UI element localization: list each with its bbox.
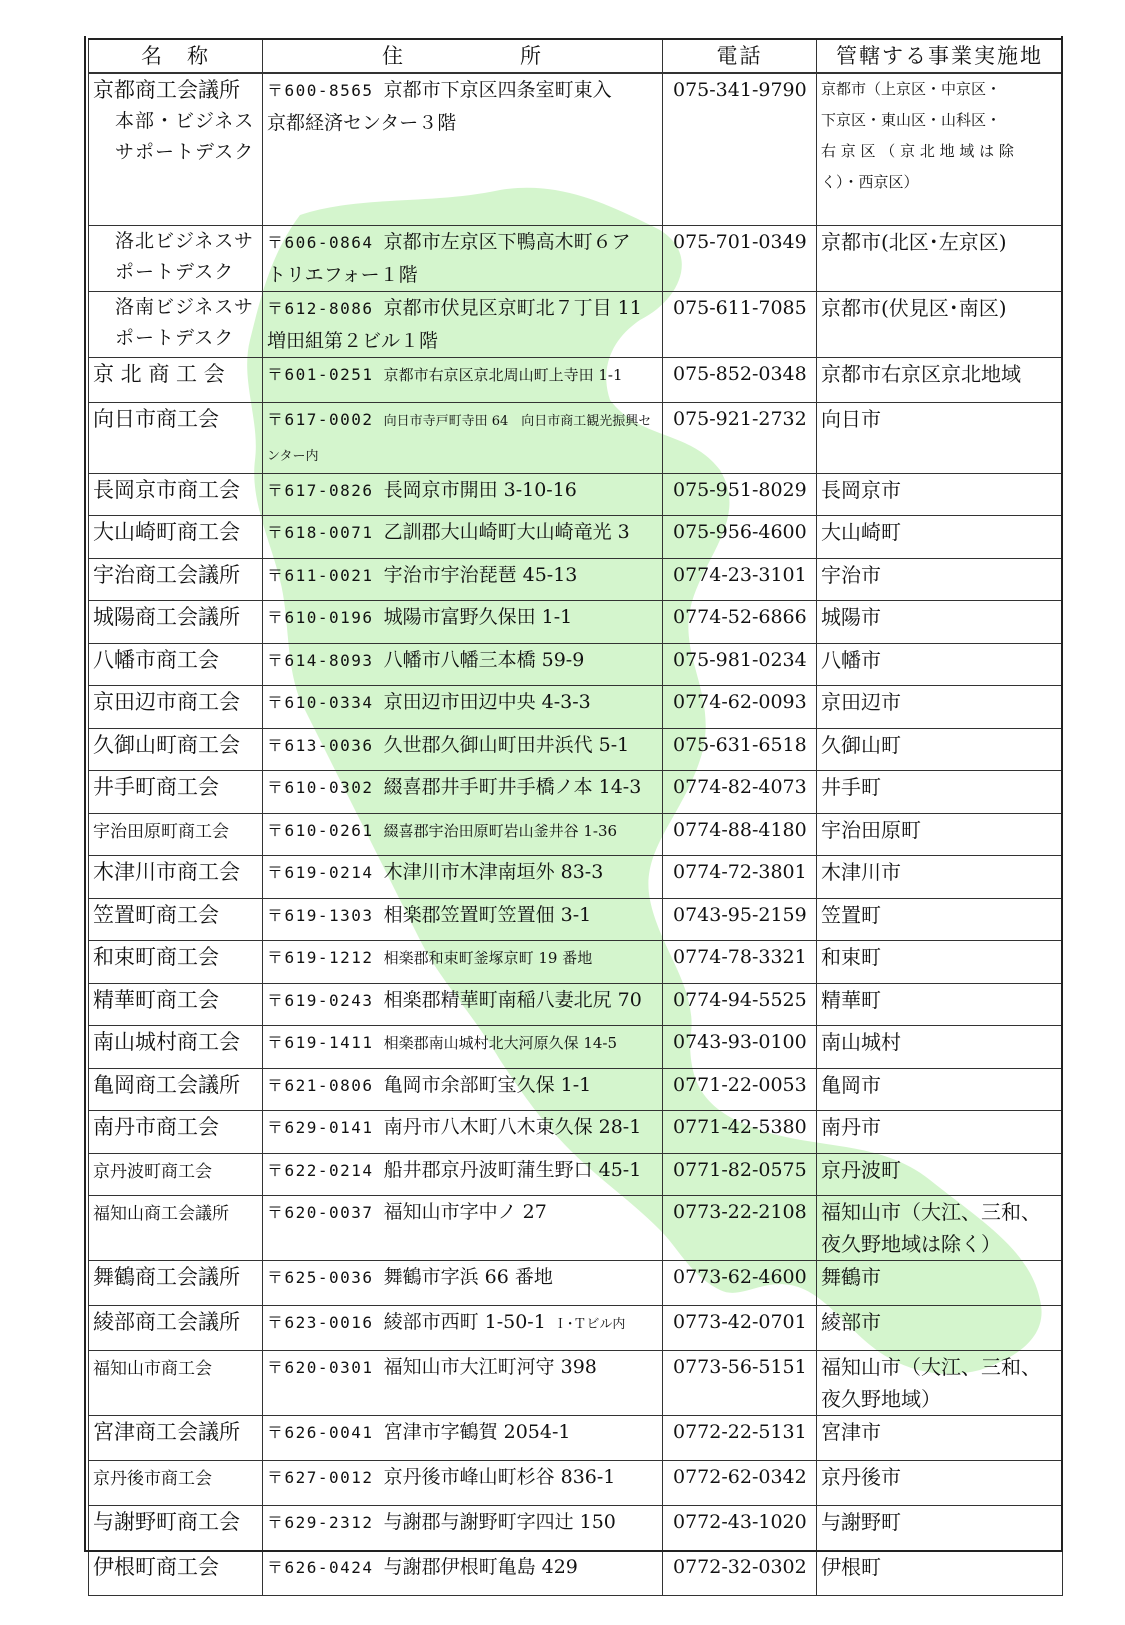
table-row xyxy=(89,898,1063,940)
phone-number: 0773-42-0701 xyxy=(663,1305,817,1350)
postal-code: 〒610-0261 xyxy=(267,820,374,840)
org-name-cell xyxy=(89,813,263,855)
address-text: 南丹市八木町八木東久保 28-1 xyxy=(383,1115,642,1138)
postal-code: 〒610-0302 xyxy=(267,777,374,797)
org-sub-name: ポートデスク xyxy=(115,260,235,283)
postal-code: 〒620-0037 xyxy=(267,1202,374,1222)
org-name: 京都商工会議所 xyxy=(93,78,240,102)
phone-number: 0774-23-3101 xyxy=(663,558,817,600)
address-text: 長岡京市開田 3-10-16 xyxy=(383,478,577,501)
address-text: 京都市左京区下鴨高木町６ア xyxy=(383,230,631,253)
phone-number: 0773-56-5151 xyxy=(663,1350,817,1415)
header-row xyxy=(89,39,1063,73)
org-name: 京丹後市商工会 xyxy=(93,1468,212,1489)
org-name: 与謝野町商工会 xyxy=(93,1509,240,1534)
address-text: 相楽郡南山城村北大河原久保 14-5 xyxy=(383,1033,618,1052)
jurisdiction-area: 井手町 xyxy=(817,770,1063,813)
address-text: 綾部市西町 1-50-1 xyxy=(383,1310,546,1333)
phone-number: 0773-62-4600 xyxy=(663,1260,817,1305)
address-cell xyxy=(263,643,663,685)
jurisdiction-line: 右 京 区 （ 京 北 地 域 は 除 xyxy=(821,142,1014,160)
phone-number: 075-341-9790 xyxy=(663,73,817,225)
postal-code: 〒627-0012 xyxy=(267,1467,374,1487)
jurisdiction-area: 京都市右京区京北地域 xyxy=(817,357,1063,402)
address-text: 京都市下京区四条室町東入 xyxy=(383,79,612,101)
org-name-cell xyxy=(89,1350,263,1415)
jurisdiction-area: 宇治市 xyxy=(817,558,1063,600)
org-name: 八幡市商工会 xyxy=(93,647,219,672)
address-text: 京田辺市田辺中央 4-3-3 xyxy=(383,690,591,713)
org-name: 木津川市商工会 xyxy=(93,859,240,884)
org-name: 久御山町商工会 xyxy=(93,732,240,757)
org-name: 城陽商工会議所 xyxy=(93,604,240,629)
jurisdiction-area: 伊根町 xyxy=(817,1550,1063,1595)
address-text: 京都市右京区京北周山町上寺田 1-1 xyxy=(383,365,623,384)
phone-number: 075-921-2732 xyxy=(663,402,817,473)
org-sub-name: ポートデスク xyxy=(115,326,235,349)
jurisdiction-area: 笠置町 xyxy=(817,898,1063,940)
address-text: 向日市寺戸町寺田 64 向日市商工観光振興センター内 xyxy=(267,413,652,464)
org-name-cell xyxy=(89,1195,263,1260)
postal-code: 〒623-0016 xyxy=(267,1312,374,1332)
address-cell xyxy=(263,940,663,983)
jurisdiction-line: く）・西京区） xyxy=(821,173,919,191)
phone-number: 0774-72-3801 xyxy=(663,855,817,898)
org-name: 向日市商工会 xyxy=(93,406,219,431)
jurisdiction-area: 舞鶴市 xyxy=(817,1260,1063,1305)
org-sub-name: 洛北ビジネスサ xyxy=(115,229,255,252)
table-row xyxy=(89,1550,1063,1595)
address-cell xyxy=(263,558,663,600)
org-name-cell xyxy=(89,1305,263,1350)
address-line-2: トリエフォー１階 xyxy=(267,263,418,286)
jurisdiction-area: 京都市(伏見区･南区) xyxy=(817,291,1063,357)
table-row xyxy=(89,813,1063,855)
table-row xyxy=(89,225,1063,291)
jurisdiction-line: 福知山市（大江、三和、 xyxy=(821,1199,1041,1224)
postal-code: 〒619-0214 xyxy=(267,862,374,882)
org-name: 精華町商工会 xyxy=(93,987,219,1012)
phone-number: 0774-62-0093 xyxy=(663,685,817,728)
org-name: 綾部商工会議所 xyxy=(93,1309,240,1334)
postal-code: 〒617-0826 xyxy=(267,480,374,500)
address-cell xyxy=(263,402,663,473)
org-name-cell xyxy=(89,685,263,728)
address-cell xyxy=(263,600,663,643)
jurisdiction-area: 京都市(北区･左京区) xyxy=(817,225,1063,291)
org-name-cell xyxy=(89,73,263,225)
postal-code: 〒600-8565 xyxy=(267,81,374,100)
address-cell xyxy=(263,855,663,898)
org-name-cell xyxy=(89,983,263,1025)
jurisdiction-area: 城陽市 xyxy=(817,600,1063,643)
postal-code: 〒601-0251 xyxy=(267,364,374,384)
table-row xyxy=(89,73,1063,225)
address-cell xyxy=(263,1068,663,1110)
org-name-cell xyxy=(89,1415,263,1460)
org-name: 京田辺市商工会 xyxy=(93,689,240,714)
postal-code: 〒619-1212 xyxy=(267,947,374,967)
org-name: 伊根町商工会 xyxy=(93,1554,219,1579)
postal-code: 〒614-8093 xyxy=(267,650,374,670)
header-name: 名 称 xyxy=(89,39,263,73)
table-row xyxy=(89,685,1063,728)
org-name-cell xyxy=(89,898,263,940)
org-name-cell xyxy=(89,1260,263,1305)
table-row xyxy=(89,402,1063,473)
phone-number: 0774-94-5525 xyxy=(663,983,817,1025)
address-text: 相楽郡和束町釜塚京町 19 番地 xyxy=(383,948,593,967)
org-name-cell xyxy=(89,1068,263,1110)
table-row xyxy=(89,643,1063,685)
table-row xyxy=(89,855,1063,898)
address-cell xyxy=(263,473,663,515)
address-cell xyxy=(263,515,663,558)
table-row xyxy=(89,473,1063,515)
org-name-cell xyxy=(89,225,263,291)
org-name: 南山城村商工会 xyxy=(93,1029,240,1054)
phone-number: 0773-22-2108 xyxy=(663,1195,817,1260)
table-body xyxy=(89,73,1063,1595)
address-cell xyxy=(263,770,663,813)
jurisdiction-line: 京都市（上京区・中京区・ xyxy=(821,80,1002,98)
address-cell xyxy=(263,685,663,728)
address-text: 与謝郡与謝野町字四辻 150 xyxy=(383,1510,616,1533)
jurisdiction-area xyxy=(817,1350,1063,1415)
jurisdiction-area: 綾部市 xyxy=(817,1305,1063,1350)
postal-code: 〒612-8086 xyxy=(267,298,374,318)
header-phone: 電話 xyxy=(663,39,817,73)
table-row xyxy=(89,770,1063,813)
table-row xyxy=(89,983,1063,1025)
postal-code: 〒617-0002 xyxy=(267,409,374,429)
org-name-cell xyxy=(89,600,263,643)
org-name-cell xyxy=(89,1550,263,1595)
postal-code: 〒619-1411 xyxy=(267,1032,374,1052)
address-text: 綴喜郡井手町井手橋ノ本 14-3 xyxy=(383,775,642,798)
jurisdiction-area: 木津川市 xyxy=(817,855,1063,898)
address-cell xyxy=(263,1505,663,1550)
org-name-cell xyxy=(89,770,263,813)
address-cell xyxy=(263,225,663,291)
address-cell xyxy=(263,1195,663,1260)
org-name: 亀岡商工会議所 xyxy=(93,1072,240,1097)
chamber-directory-table xyxy=(88,38,1063,1596)
phone-number: 0771-82-0575 xyxy=(663,1153,817,1195)
address-building: Ｉ･Ｔビル内 xyxy=(553,1316,626,1332)
org-name-cell xyxy=(89,357,263,402)
phone-number: 075-956-4600 xyxy=(663,515,817,558)
table-row xyxy=(89,1260,1063,1305)
org-name-cell xyxy=(89,855,263,898)
address-cell xyxy=(263,898,663,940)
address-cell xyxy=(263,1260,663,1305)
postal-code: 〒619-1303 xyxy=(267,905,374,925)
table-row xyxy=(89,1350,1063,1415)
table-row xyxy=(89,940,1063,983)
address-cell xyxy=(263,728,663,770)
jurisdiction-area: 久御山町 xyxy=(817,728,1063,770)
org-name: 宇治田原町商工会 xyxy=(93,821,229,842)
phone-number: 075-951-8029 xyxy=(663,473,817,515)
org-name-cell xyxy=(89,1110,263,1153)
org-name: 宮津商工会議所 xyxy=(93,1419,240,1444)
org-name: 福知山商工会議所 xyxy=(93,1203,229,1224)
table-row xyxy=(89,728,1063,770)
table-row xyxy=(89,1025,1063,1068)
jurisdiction-area xyxy=(817,1195,1063,1260)
org-name: 笠置町商工会 xyxy=(93,902,219,927)
table-row xyxy=(89,558,1063,600)
jurisdiction-area: 精華町 xyxy=(817,983,1063,1025)
org-name: 大山崎町商工会 xyxy=(93,519,240,544)
phone-number: 0772-43-1020 xyxy=(663,1505,817,1550)
postal-code: 〒629-2312 xyxy=(267,1512,374,1532)
org-name: 京丹波町商工会 xyxy=(93,1161,212,1182)
phone-number: 0774-52-6866 xyxy=(663,600,817,643)
address-cell xyxy=(263,1550,663,1595)
postal-code: 〒613-0036 xyxy=(267,735,374,755)
phone-number: 0743-95-2159 xyxy=(663,898,817,940)
table-row xyxy=(89,1460,1063,1505)
postal-code: 〒610-0334 xyxy=(267,692,374,712)
address-text: 木津川市木津南垣外 83-3 xyxy=(383,860,604,883)
address-text: 舞鶴市字浜 66 番地 xyxy=(383,1265,553,1288)
table-row xyxy=(89,1305,1063,1350)
org-name: 和束町商工会 xyxy=(93,944,219,969)
phone-number: 0772-32-0302 xyxy=(663,1550,817,1595)
phone-number: 075-852-0348 xyxy=(663,357,817,402)
address-cell xyxy=(263,1110,663,1153)
address-text: 乙訓郡大山崎町大山崎竜光 3 xyxy=(383,520,630,543)
jurisdiction-area: 長岡京市 xyxy=(817,473,1063,515)
address-cell xyxy=(263,1350,663,1415)
phone-number: 0743-93-0100 xyxy=(663,1025,817,1068)
address-text: 八幡市八幡三本橋 59-9 xyxy=(383,648,585,671)
phone-number: 0772-62-0342 xyxy=(663,1460,817,1505)
postal-code: 〒622-0214 xyxy=(267,1160,374,1180)
jurisdiction-area: 宮津市 xyxy=(817,1415,1063,1460)
address-text: 京丹後市峰山町杉谷 836-1 xyxy=(383,1465,616,1488)
jurisdiction-area: 南丹市 xyxy=(817,1110,1063,1153)
org-sub-name: サポートデスク xyxy=(115,141,255,163)
phone-number: 0772-22-5131 xyxy=(663,1415,817,1460)
org-name: 京 北 商 工 会 xyxy=(93,361,225,386)
phone-number: 075-981-0234 xyxy=(663,643,817,685)
address-cell xyxy=(263,73,663,225)
phone-number: 0774-78-3321 xyxy=(663,940,817,983)
address-cell xyxy=(263,357,663,402)
jurisdiction-line: 下京区・東山区・山科区・ xyxy=(821,111,1002,129)
org-name-cell xyxy=(89,473,263,515)
table-row xyxy=(89,291,1063,357)
address-cell xyxy=(263,291,663,357)
org-sub-name: 洛南ビジネスサ xyxy=(115,295,255,318)
address-cell xyxy=(263,1153,663,1195)
jurisdiction-area xyxy=(817,73,1063,225)
address-text: 久世郡久御山町田井浜代 5-1 xyxy=(383,733,630,756)
address-text: 与謝郡伊根町亀島 429 xyxy=(383,1555,578,1578)
org-name: 舞鶴商工会議所 xyxy=(93,1264,240,1289)
table-row xyxy=(89,1110,1063,1153)
address-text: 福知山市字中ノ 27 xyxy=(383,1200,547,1223)
postal-code: 〒619-0243 xyxy=(267,990,374,1010)
org-name-cell xyxy=(89,1025,263,1068)
postal-code: 〒625-0036 xyxy=(267,1267,374,1287)
jurisdiction-area: 京丹波町 xyxy=(817,1153,1063,1195)
address-text: 宇治市宇治琵琶 45-13 xyxy=(383,563,578,586)
postal-code: 〒620-0301 xyxy=(267,1357,374,1377)
address-text: 福知山市大江町河守 398 xyxy=(383,1355,597,1378)
address-text: 宮津市字鶴賀 2054-1 xyxy=(383,1420,571,1443)
org-name-cell xyxy=(89,940,263,983)
address-line-2: 京都経済センター３階 xyxy=(267,112,457,134)
org-name-cell xyxy=(89,291,263,357)
postal-code: 〒618-0071 xyxy=(267,522,374,542)
phone-number: 0774-82-4073 xyxy=(663,770,817,813)
jurisdiction-area: 京田辺市 xyxy=(817,685,1063,728)
postal-code: 〒611-0021 xyxy=(267,565,374,585)
header-address: 住 所 xyxy=(263,39,663,73)
address-text: 相楽郡笠置町笠置佃 3-1 xyxy=(383,903,592,926)
address-text: 相楽郡精華町南稲八妻北尻 70 xyxy=(383,988,642,1011)
address-cell xyxy=(263,983,663,1025)
table-left-edge xyxy=(84,36,86,1552)
postal-code: 〒621-0806 xyxy=(267,1075,374,1095)
jurisdiction-area: 南山城村 xyxy=(817,1025,1063,1068)
org-name-cell xyxy=(89,558,263,600)
address-line-2: 増田組第２ビル１階 xyxy=(267,329,439,352)
table-row xyxy=(89,357,1063,402)
jurisdiction-area: 和束町 xyxy=(817,940,1063,983)
jurisdiction-line: 夜久野地域は除く） xyxy=(821,1231,1001,1256)
postal-code: 〒606-0864 xyxy=(267,232,374,252)
jurisdiction-area: 与謝野町 xyxy=(817,1505,1063,1550)
table-right-edge xyxy=(1061,36,1063,1552)
jurisdiction-area: 京丹後市 xyxy=(817,1460,1063,1505)
table-bottom-edge xyxy=(84,1550,1063,1552)
org-name-cell xyxy=(89,1153,263,1195)
table-row xyxy=(89,1195,1063,1260)
org-name-cell xyxy=(89,515,263,558)
org-sub-name: 本部・ビジネス xyxy=(115,110,255,132)
org-name-cell xyxy=(89,643,263,685)
address-cell xyxy=(263,1415,663,1460)
org-name: 福知山市商工会 xyxy=(93,1358,212,1379)
jurisdiction-line: 福知山市（大江、三和、 xyxy=(821,1354,1041,1379)
address-text: 京都市伏見区京町北７丁目 11 xyxy=(383,296,642,319)
phone-number: 0774-88-4180 xyxy=(663,813,817,855)
address-cell xyxy=(263,1025,663,1068)
jurisdiction-area: 八幡市 xyxy=(817,643,1063,685)
address-cell xyxy=(263,1460,663,1505)
org-name-cell xyxy=(89,1460,263,1505)
address-cell xyxy=(263,1305,663,1350)
jurisdiction-area: 亀岡市 xyxy=(817,1068,1063,1110)
header-area: 管轄する事業実施地 xyxy=(817,39,1063,73)
org-name: 長岡京市商工会 xyxy=(93,477,240,502)
org-name: 南丹市商工会 xyxy=(93,1114,219,1139)
table-row xyxy=(89,1153,1063,1195)
org-name: 宇治商工会議所 xyxy=(93,562,240,587)
phone-number: 0771-42-5380 xyxy=(663,1110,817,1153)
org-name-cell xyxy=(89,1505,263,1550)
phone-number: 075-631-6518 xyxy=(663,728,817,770)
jurisdiction-area: 宇治田原町 xyxy=(817,813,1063,855)
jurisdiction-area: 向日市 xyxy=(817,402,1063,473)
postal-code: 〒629-0141 xyxy=(267,1117,374,1137)
address-text: 船井郡京丹波町蒲生野口 45-1 xyxy=(383,1158,642,1181)
address-text: 綴喜郡宇治田原町岩山釜井谷 1-36 xyxy=(383,821,618,840)
jurisdiction-area: 大山崎町 xyxy=(817,515,1063,558)
postal-code: 〒626-0424 xyxy=(267,1557,374,1577)
address-text: 城陽市富野久保田 1-1 xyxy=(383,605,573,628)
phone-number: 075-611-7085 xyxy=(663,291,817,357)
table-row xyxy=(89,1068,1063,1110)
jurisdiction-line: 夜久野地域） xyxy=(821,1386,941,1411)
org-name: 井手町商工会 xyxy=(93,774,219,799)
phone-number: 075-701-0349 xyxy=(663,225,817,291)
postal-code: 〒610-0196 xyxy=(267,607,374,627)
table-row xyxy=(89,600,1063,643)
table-row xyxy=(89,1505,1063,1550)
address-text: 亀岡市余部町宝久保 1-1 xyxy=(383,1073,592,1096)
phone-number: 0771-22-0053 xyxy=(663,1068,817,1110)
org-name-cell xyxy=(89,402,263,473)
table-row xyxy=(89,515,1063,558)
org-name-cell xyxy=(89,728,263,770)
address-cell xyxy=(263,813,663,855)
postal-code: 〒626-0041 xyxy=(267,1422,374,1442)
table-row xyxy=(89,1415,1063,1460)
